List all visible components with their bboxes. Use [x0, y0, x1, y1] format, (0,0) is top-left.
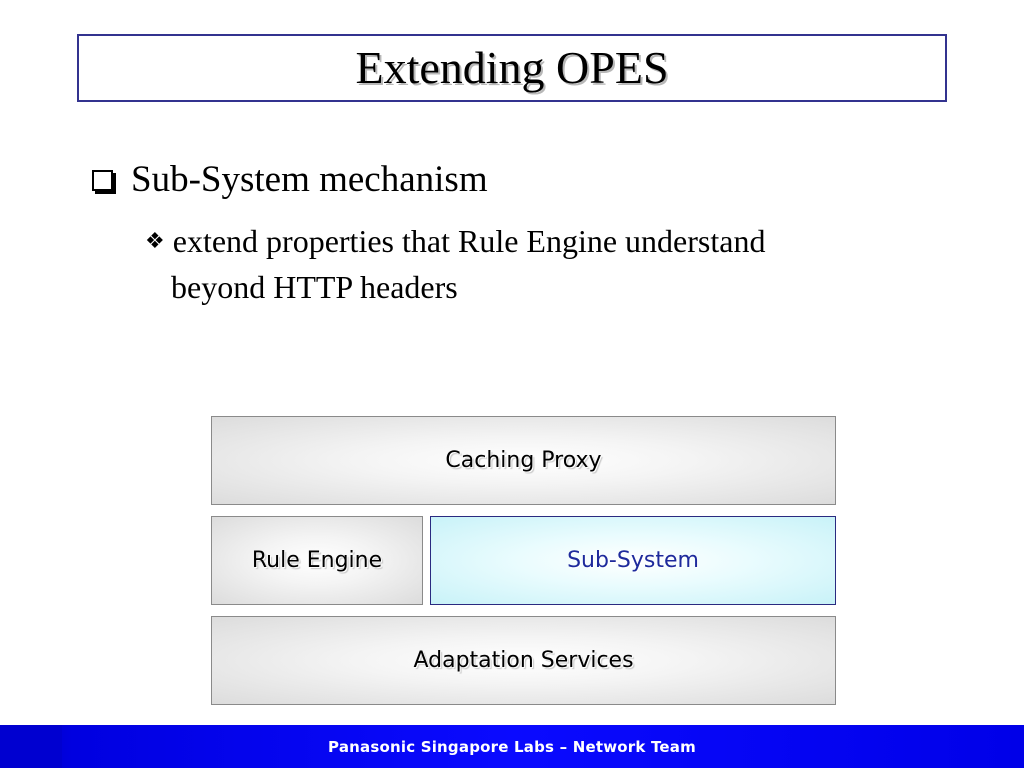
- bullet-level-2-line-2: beyond HTTP headers: [171, 269, 458, 305]
- footer-bar: [0, 725, 1024, 768]
- caching-proxy-label: Caching Proxy: [445, 448, 602, 473]
- footer-text: Panasonic Singapore Labs – Network Team: [328, 737, 696, 756]
- bullet-level-2-line-1: extend properties that Rule Engine understand: [172, 223, 766, 259]
- four-diamond-bullet-icon: ❖: [145, 228, 165, 253]
- rule-engine-label: Rule Engine: [251, 548, 383, 573]
- rule-engine-box: [211, 516, 423, 605]
- bullet-level-1-text: Sub-System mechanism: [131, 159, 488, 200]
- sub-system-box: [430, 516, 836, 605]
- adaptation-services-box: [211, 616, 836, 705]
- bullet-level-2: [145, 220, 945, 308]
- slide-title: Extending OPES: [355, 42, 669, 93]
- hollow-square-bullet-icon: [92, 170, 113, 191]
- caching-proxy-box: [211, 416, 836, 505]
- adaptation-services-label: Adaptation Services: [413, 648, 634, 673]
- sub-system-label: Sub-System: [567, 548, 699, 573]
- title-box: [77, 34, 947, 102]
- footer-accent-strip: [0, 725, 62, 768]
- bullet-level-1: [92, 158, 488, 201]
